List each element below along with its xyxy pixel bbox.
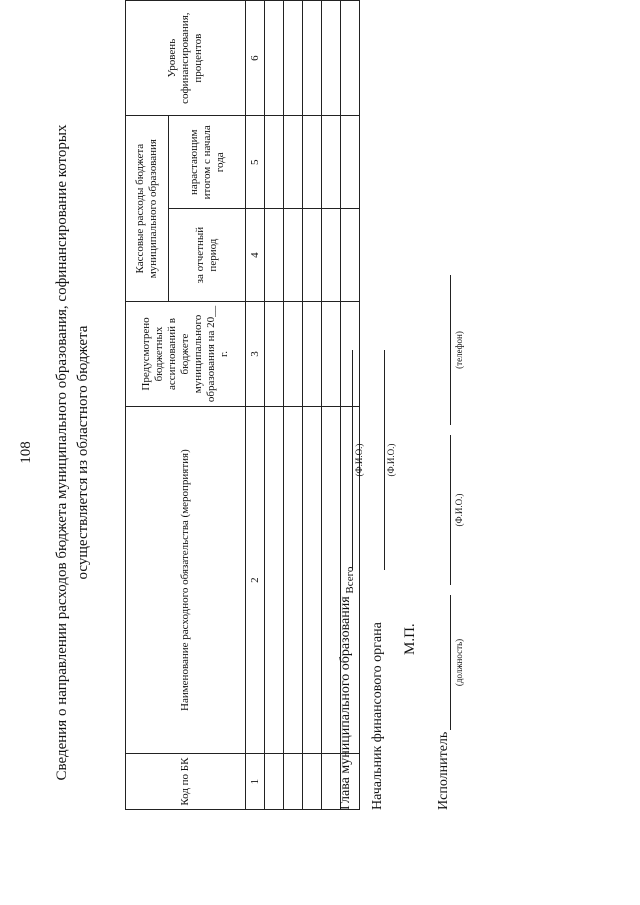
header-name: Наименование расходного обязательства (мероприятия) — [126, 406, 246, 753]
executor-phone-line — [434, 275, 451, 425]
column-number: 5 — [246, 116, 265, 209]
executor-position-line — [434, 595, 451, 730]
document-title — [52, 60, 94, 845]
finance-head-label: Начальник финансового органа — [370, 622, 385, 810]
executor-name-hint: (Ф.И.О.) — [454, 493, 464, 527]
head-name-hint: (Ф.И.О.) — [354, 443, 364, 477]
finance-signature-line — [368, 350, 385, 570]
table-row — [265, 1, 284, 810]
column-number: 6 — [246, 1, 265, 116]
executor-name-line — [434, 435, 451, 585]
executor-label: Исполнитель — [436, 731, 451, 810]
page-number: 108 — [18, 441, 34, 464]
column-number: 1 — [246, 754, 265, 810]
executor-phone-hint: (телефон) — [454, 331, 464, 369]
header-cofinancing-level: Уровень софинансирования, процентов — [126, 1, 246, 116]
finance-name-hint: (Ф.И.О.) — [386, 443, 396, 477]
title-line-1: Сведения о направлении расходов бюджета муниципального образования, софинансирование которых — [54, 124, 70, 781]
executor-position-hint: (должность) — [454, 638, 464, 687]
total-label: Всего — [341, 406, 360, 753]
column-number-row — [246, 1, 265, 810]
column-number: 3 — [246, 301, 265, 406]
column-number: 2 — [246, 406, 265, 753]
head-signature-line — [336, 350, 353, 570]
report-table — [125, 0, 360, 810]
column-number: 4 — [246, 209, 265, 302]
header-cumulative: нарастающим итогом с начала года — [169, 116, 246, 209]
title-line-2: осуществляется из областного бюджета — [75, 325, 91, 580]
header-reporting-period: за отчетный период — [169, 209, 246, 302]
header-planned: Предусмотрено бюджетных ассигнований в бюджете муниципального образования на 20__ г. — [126, 301, 246, 406]
head-of-municipality-label: Глава муниципального образования — [338, 596, 353, 810]
header-code: Код по БК — [126, 754, 246, 810]
table-row — [303, 1, 322, 810]
header-cash-expenses: Кассовые расходы бюджета муниципального образования — [126, 116, 169, 302]
stamp-placeholder: М.П. — [402, 623, 418, 655]
table-row — [284, 1, 303, 810]
